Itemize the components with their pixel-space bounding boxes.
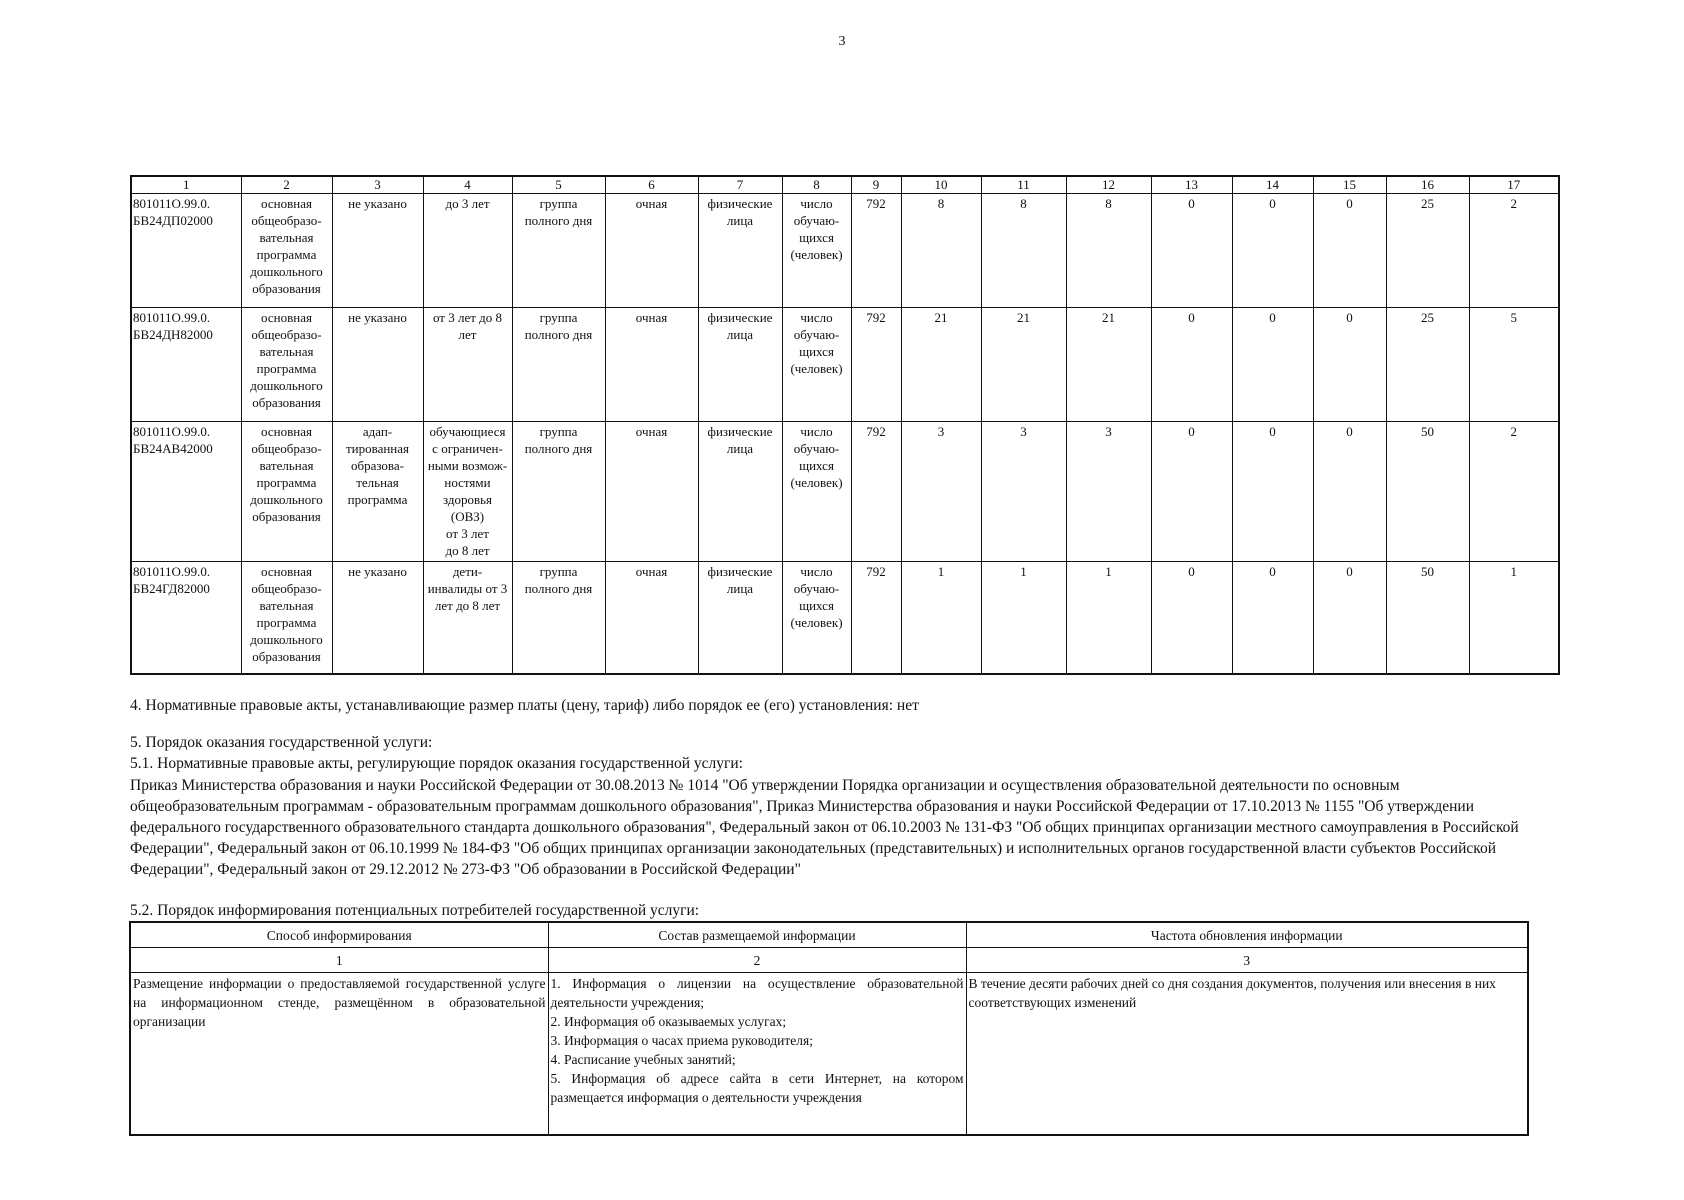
list-item: 1. Информация о лицензии на осуществление образовательной деятельности учреждения; [550, 976, 964, 1010]
table-cell: 1 [901, 562, 981, 674]
column-header: 17 [1469, 176, 1559, 194]
table-cell: 3 [981, 422, 1066, 562]
table-cell: 21 [1066, 308, 1151, 422]
method-cell: Размещение информации о предоставляемой государственной услуге на информационном стенде, размещённом в образовательной организации [130, 973, 548, 1136]
column-header: 11 [981, 176, 1066, 194]
table-row [131, 422, 1559, 562]
table-row [131, 308, 1559, 422]
table-cell: 21 [981, 308, 1066, 422]
table-cell: 8 [901, 194, 981, 308]
services-volume-table [130, 175, 1560, 675]
table-cell: 792 [851, 562, 901, 674]
table-cell: число обучаю- щихся (человек) [782, 194, 851, 308]
section-5-2-title: 5.2. Порядок информирования потенциальных потребителей государственной услуги: [130, 902, 700, 919]
table-cell: группа полного дня [512, 194, 605, 308]
list-item: 2. Информация об оказываемых услугах; [550, 1014, 787, 1029]
index-cell: 2 [548, 948, 966, 973]
table-cell: группа полного дня [512, 308, 605, 422]
column-header: 9 [851, 176, 901, 194]
table-cell: 0 [1313, 194, 1386, 308]
table-cell: от 3 лет до 8 лет [423, 308, 512, 422]
table-cell: физические лица [698, 194, 782, 308]
column-header: 12 [1066, 176, 1151, 194]
table-cell: 0 [1232, 194, 1313, 308]
list-item: 3. Информация о часах приема руководителя; [550, 1033, 813, 1048]
frequency-cell: В течение десяти рабочих дней со дня создания документов, получения или внесения в них соответствующих изменений [966, 973, 1528, 1136]
column-header: 2 [241, 176, 332, 194]
header-method: Способ информирования [130, 922, 548, 948]
table-cell: 0 [1151, 422, 1232, 562]
table-cell: до 3 лет [423, 194, 512, 308]
table-cell: 0 [1232, 308, 1313, 422]
section-5-1-text: Приказ Министерства образования и науки Российской Федерации от 30.08.2013 № 1014 "Об утверждении Порядка организации и осуществления образовательной деятельности по основным общеобразовательным программам - образовательным программам дошкольного образования", Приказ Министерства образования и науки Российской Федерации от 17.10.2013 № 1155 "Об утверждении федерального государственного образовательного стандарта дошкольного образования", Федеральный закон от 06.10.2003 № 131-ФЗ "Об общих принципах организации местного самоуправления в Российской Федерации", Федеральный закон от 06.10.1999 № 184-ФЗ "Об общих принципах организации законодательных (представительных) и исполнительных органов государственной власти субъектов Российской Федерации", Федеральный закон от 29.12.2012 № 273-ФЗ "Об образовании в Российской Федерации" [130, 777, 1519, 878]
informing-table [129, 921, 1529, 1136]
column-header: 3 [332, 176, 423, 194]
table-cell: 0 [1313, 562, 1386, 674]
table-cell: 1 [1469, 562, 1559, 674]
table-cell: 3 [1066, 422, 1151, 562]
table-cell: основная общеобразо- вательная программа дошкольного образования [241, 308, 332, 422]
table-cell: группа полного дня [512, 562, 605, 674]
table-cell: 792 [851, 422, 901, 562]
column-header: 7 [698, 176, 782, 194]
section-5-1-title: 5.1. Нормативные правовые акты, регулирующие порядок оказания государственной услуги: [130, 755, 743, 772]
table-row [131, 562, 1559, 674]
table-cell: 0 [1151, 308, 1232, 422]
table-cell: 0 [1151, 562, 1232, 674]
header-frequency: Частота обновления информации [966, 922, 1528, 948]
table-cell: не указано [332, 308, 423, 422]
list-item: 5. Информация об адресе сайта в сети Интернет, на котором размещается информация о деятельности учреждения [550, 1071, 964, 1105]
table-cell: 0 [1313, 422, 1386, 562]
table-cell: 1 [1066, 562, 1151, 674]
header-content: Состав размещаемой информации [548, 922, 966, 948]
index-cell: 3 [966, 948, 1528, 973]
table-cell: 8 [981, 194, 1066, 308]
service-code-cell: 801011О.99.0. БВ24ДН82000 [131, 308, 241, 422]
column-header: 16 [1386, 176, 1469, 194]
column-header: 15 [1313, 176, 1386, 194]
table-cell: 3 [901, 422, 981, 562]
table-cell: число обучаю- щихся (человек) [782, 422, 851, 562]
table-cell: очная [605, 562, 698, 674]
column-header: 5 [512, 176, 605, 194]
table-cell: число обучаю- щихся (человек) [782, 562, 851, 674]
table-cell: физические лица [698, 422, 782, 562]
table-cell: физические лица [698, 562, 782, 674]
table-cell: адап- тированная образова- тельная программа [332, 422, 423, 562]
section-4-text: 4. Нормативные правовые акты, устанавливающие размер платы (цену, тариф) либо порядок ее (его) установления: нет [130, 697, 919, 714]
table-cell: 792 [851, 194, 901, 308]
table-header-row [131, 176, 1559, 194]
content-cell [548, 973, 966, 1136]
table-cell: 0 [1313, 308, 1386, 422]
table-cell: 50 [1386, 562, 1469, 674]
table-cell: число обучаю- щихся (человек) [782, 308, 851, 422]
table-cell: 5 [1469, 308, 1559, 422]
table-row [130, 973, 1528, 1136]
table-cell: 0 [1232, 562, 1313, 674]
table-cell: 0 [1151, 194, 1232, 308]
table-cell: 0 [1232, 422, 1313, 562]
table-cell: обучающиеся с ограничен- ными возмож- ностями здоровья (ОВЗ) от 3 лет до 8 лет [423, 422, 512, 562]
table-cell: очная [605, 422, 698, 562]
page-number: 3 [838, 34, 846, 49]
table-row [131, 194, 1559, 308]
section-5-title: 5. Порядок оказания государственной услуги: [130, 734, 433, 751]
table-index-row [130, 948, 1528, 973]
table-cell: группа полного дня [512, 422, 605, 562]
table-cell: не указано [332, 562, 423, 674]
table-cell: 2 [1469, 422, 1559, 562]
table-cell: очная [605, 308, 698, 422]
table-cell: 25 [1386, 194, 1469, 308]
column-header: 6 [605, 176, 698, 194]
table-cell: основная общеобразо- вательная программа дошкольного образования [241, 194, 332, 308]
table-cell: 25 [1386, 308, 1469, 422]
table-cell: 2 [1469, 194, 1559, 308]
table-cell: не указано [332, 194, 423, 308]
list-item: 4. Расписание учебных занятий; [550, 1052, 736, 1067]
column-header: 4 [423, 176, 512, 194]
table-cell: дети- инвалиды от 3 лет до 8 лет [423, 562, 512, 674]
service-code-cell: 801011О.99.0. БВ24ДП02000 [131, 194, 241, 308]
table-cell: 8 [1066, 194, 1151, 308]
column-header: 8 [782, 176, 851, 194]
table-cell: 792 [851, 308, 901, 422]
index-cell: 1 [130, 948, 548, 973]
table-cell: основная общеобразо- вательная программа дошкольного образования [241, 562, 332, 674]
table-cell: 50 [1386, 422, 1469, 562]
column-header: 10 [901, 176, 981, 194]
table-cell: основная общеобразо- вательная программа дошкольного образования [241, 422, 332, 562]
column-header: 14 [1232, 176, 1313, 194]
table-cell: 21 [901, 308, 981, 422]
table-cell: 1 [981, 562, 1066, 674]
table-cell: физические лица [698, 308, 782, 422]
table-cell: очная [605, 194, 698, 308]
table-header-row [130, 922, 1528, 948]
service-code-cell: 801011О.99.0. БВ24АВ42000 [131, 422, 241, 562]
service-code-cell: 801011О.99.0. БВ24ГД82000 [131, 562, 241, 674]
column-header: 1 [131, 176, 241, 194]
column-header: 13 [1151, 176, 1232, 194]
